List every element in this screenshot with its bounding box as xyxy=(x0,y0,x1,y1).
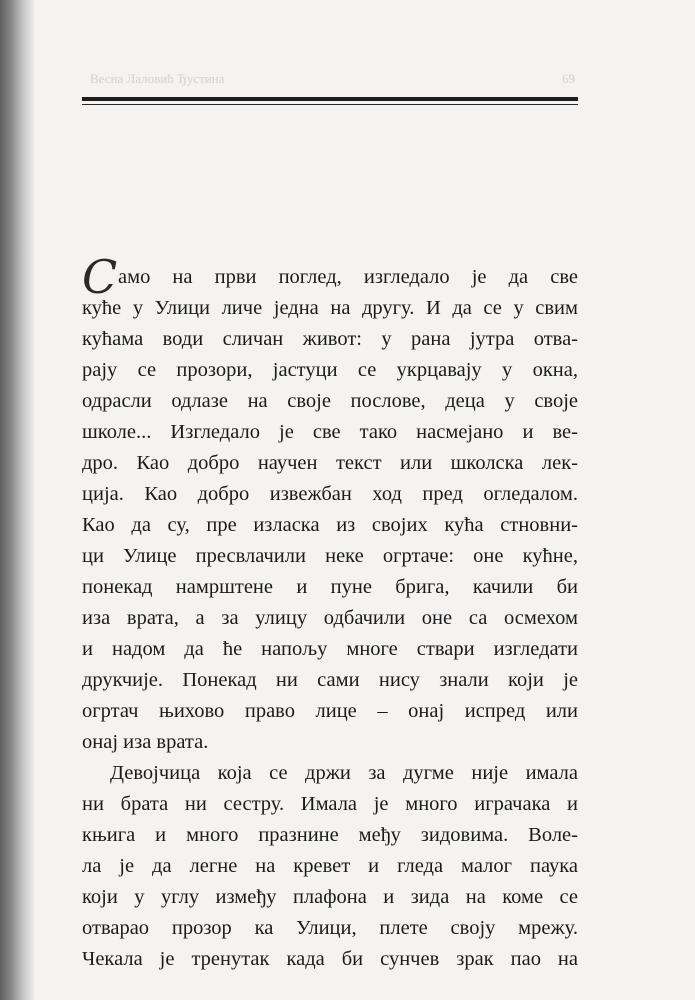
text-line xyxy=(82,250,578,304)
text-line: огртач њихово право лице – онај испред или xyxy=(82,700,578,722)
text-line: ци Улице пресвлачили неке огртаче: оне кућне, xyxy=(82,545,578,567)
body-text xyxy=(82,250,578,975)
drop-cap: С xyxy=(82,250,118,304)
text-line: ција. Као добро извежбан ход пред огледалом. xyxy=(82,483,578,505)
text-line-content: амо на први поглед, изгледало је да све xyxy=(118,266,578,288)
text-line: понекад намрштене и пуне брига, качили би xyxy=(82,576,578,598)
header-rule-thin xyxy=(82,104,578,105)
book-spine-shadow xyxy=(0,0,34,1000)
running-header xyxy=(90,68,575,90)
text-line: књига и много празнине међу зидовима. Воле- xyxy=(82,824,578,846)
text-line: куће у Улици личе једна на другу. И да се у свим xyxy=(82,297,578,319)
page-number: 69 xyxy=(562,71,575,86)
text-line: и надом да ће напољу многе ствари изгледати xyxy=(82,638,578,660)
text-line: школе... Изгледало је све тако насмејано и ве- xyxy=(82,421,578,443)
text-line: Као да су, пре изласка из својих кућа стновни- xyxy=(82,514,578,536)
text-line: кућама води сличан живот: у рана јутра отва- xyxy=(82,328,578,350)
text-line: отварао прозор ка Улици, плете своју мрежу. xyxy=(82,917,578,939)
text-line: који у углу између плафона и зида на коме се xyxy=(82,886,578,908)
running-head-title: Весна Лаловић Ђустина xyxy=(90,71,225,86)
text-line: одрасли одлазе на своје послове, деца у своје xyxy=(82,390,578,412)
text-line: ла је да легне на кревет и гледа малог паука xyxy=(82,855,578,877)
paragraph-2 xyxy=(82,758,578,975)
text-line: иза врата, а за улицу одбачили оне са осмехом xyxy=(82,607,578,629)
text-line: онај иза врата. xyxy=(82,731,209,753)
paragraph-1 xyxy=(82,250,578,758)
text-line: дро. Као добро научен текст или школска лек- xyxy=(82,452,578,474)
header-rule-thick xyxy=(82,97,578,101)
text-line: Девојчица која се држи за дугме није имала xyxy=(110,762,578,784)
text-line: ни брата ни сестру. Имала је много играчака и xyxy=(82,793,578,815)
text-line: Чекала је тренутак када би сунчев зрак пао на xyxy=(82,948,578,970)
text-line: друкчије. Понекад ни сами нису знали који је xyxy=(82,669,578,691)
text-line: рају се прозори, јастуци се укрцавају у окна, xyxy=(82,359,578,381)
